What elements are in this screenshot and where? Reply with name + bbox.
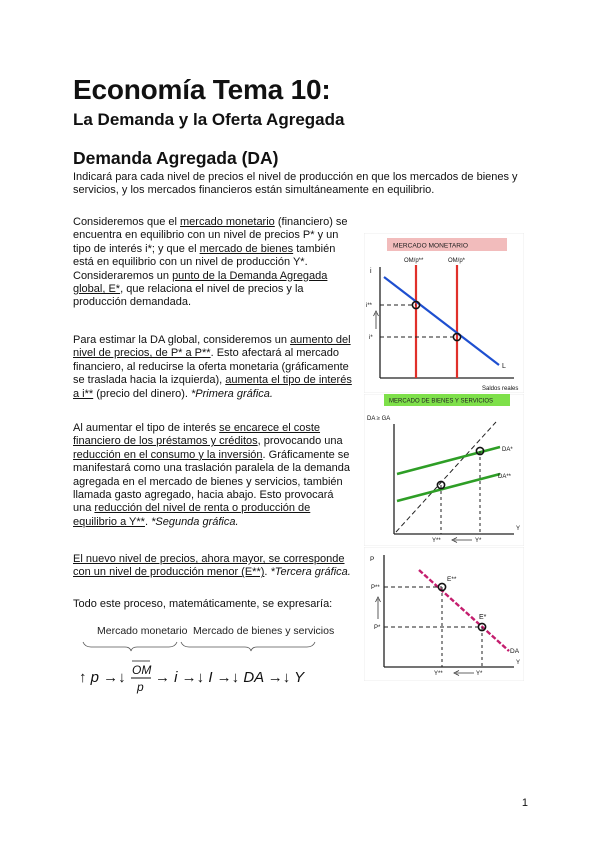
svg-text:Y*: Y* xyxy=(475,538,482,544)
formula-numerator: OM xyxy=(132,663,152,677)
svg-text:Y: Y xyxy=(516,660,521,666)
page-title: Economía Tema 10: xyxy=(73,74,331,105)
svg-text:Saldos reales: Saldos reales xyxy=(482,386,519,392)
svg-text:DA: DA xyxy=(510,648,520,655)
formula-part2: → i →↓ I →↓ DA →↓ Y xyxy=(155,669,305,686)
svg-text:P: P xyxy=(370,556,375,563)
svg-text:i**: i** xyxy=(366,303,373,309)
svg-text:OM/p*: OM/p* xyxy=(448,258,466,264)
page-number: 1 xyxy=(521,797,528,809)
svg-text:Y**: Y** xyxy=(434,671,443,677)
svg-text:OM/p**: OM/p** xyxy=(404,258,424,264)
intro-paragraph: Indicará para cada nivel de precios el nivel de producción en que los mercados de bienes y servicios, y los mercados financieros están simultáneamente en equilibrio. xyxy=(73,171,518,197)
paragraph-4: El nuevo nivel de precios, ahora mayor, se corresponde con un nivel de producción menor (E**). *Tercera gráfica. xyxy=(73,553,351,579)
paragraph-2: Para estimar la DA global, consideremos un aumento del nivel de precios, de P* a P**. Esto afectará al mercado financiero, al reducirse la oferta monetaria (gráficamente se traslada hacia la izquierda), aumenta el tipo de interés a i** (precio del dinero). *Primera gráfica. xyxy=(73,334,352,400)
graph-mercado-monetario xyxy=(364,233,524,393)
svg-text:i*: i* xyxy=(369,335,373,341)
page-subtitle: La Demanda y la Oferta Agregada xyxy=(73,110,345,129)
graph-demanda-agregada xyxy=(364,547,524,681)
svg-text:i: i xyxy=(370,268,372,275)
svg-text:E**: E** xyxy=(447,576,457,583)
formula-label-monetario: Mercado monetario xyxy=(97,625,188,637)
paragraph-5: Todo este proceso, matemáticamente, se expresaría: xyxy=(73,598,333,610)
svg-text:E*: E* xyxy=(479,614,487,621)
svg-text:P*: P* xyxy=(374,625,381,631)
svg-text:Y: Y xyxy=(516,526,521,532)
paragraph-3: Al aumentar el tipo de interés se encarece el coste financiero de los préstamos y créditos, provocando una reducción en el consumo y la inversión. Gráficamente se manifestará como una traslación paralela de la demanda agregada en el mercado de bienes y servicios, también llamada gasto agregado, hacia abajo. Esto provocará una reducción del nivel de renta o producción de equilibrio a Y**. *Segunda gráfica. xyxy=(73,422,350,528)
graph2-title: MERCADO DE BIENES Y SERVICIOS xyxy=(389,398,494,405)
section-heading: Demanda Agregada (DA) xyxy=(73,148,279,168)
svg-text:Y*: Y* xyxy=(476,671,483,677)
formula xyxy=(75,620,345,700)
svg-text:DA ≥ GA: DA ≥ GA xyxy=(367,416,391,422)
graph-mercado-bienes xyxy=(364,394,524,546)
paragraph-1: Consideremos que el mercado monetario (financiero) se encuentra en equilibrio con un nivel de precios P* y un tipo de interés i*; y que el mercado de bienes también está en equilibrio con un nivel de producción Y*. Consideraremos un punto de la Demanda Agregada global, E*, que relaciona el nivel de precios y la producción demandada. xyxy=(73,216,348,309)
brace-bienes xyxy=(181,642,315,651)
brace-monetario xyxy=(83,642,177,651)
svg-text:L: L xyxy=(502,363,506,370)
svg-text:P**: P** xyxy=(371,585,380,591)
formula-label-bienes: Mercado de bienes y servicios xyxy=(193,625,335,637)
svg-text:DA*: DA* xyxy=(502,447,513,453)
svg-text:Y**: Y** xyxy=(432,538,441,544)
graph1-title: MERCADO MONETARIO xyxy=(393,242,468,250)
formula-part1: ↑ p →↓ xyxy=(79,669,126,686)
svg-text:DA**: DA** xyxy=(498,474,512,480)
formula-denominator: p xyxy=(137,680,144,694)
